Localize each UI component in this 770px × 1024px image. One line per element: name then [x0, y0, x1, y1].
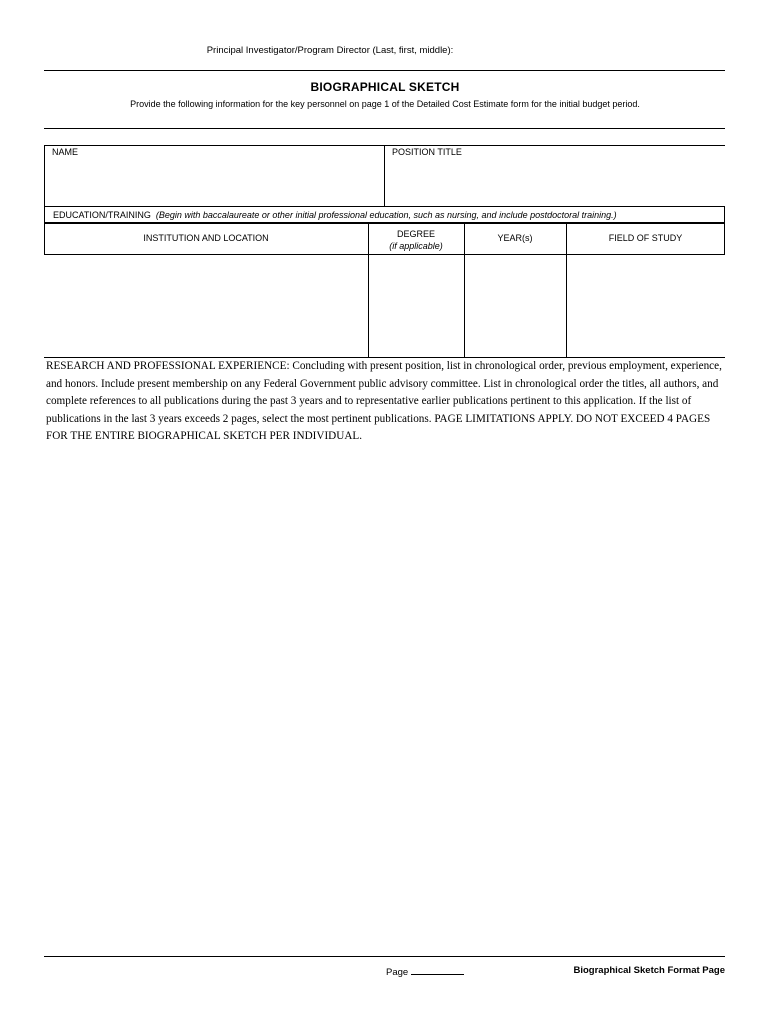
position-title-label: POSITION TITLE [392, 147, 462, 157]
years-entry-area[interactable] [466, 257, 564, 356]
research-experience-entry-area[interactable] [44, 470, 725, 940]
name-field-label: NAME [52, 147, 79, 157]
degree-column-header: DEGREE [396, 229, 435, 239]
field-entry-area[interactable] [568, 257, 723, 356]
degree-column-note: (if applicable) [389, 241, 443, 251]
pi-name-label: Principal Investigator/Program Director (Last, first, middle): [206, 45, 454, 56]
header-divider [44, 70, 725, 71]
name-row-divider [384, 145, 385, 206]
title-divider [44, 128, 725, 129]
education-instruction: (Begin with baccalaureate or other initial professional education, such as nursing, and include postdoctoral training.) [155, 210, 617, 220]
years-column-header: YEAR(s) [497, 233, 533, 243]
field-column-header: FIELD OF STUDY [608, 233, 683, 243]
form-title: BIOGRAPHICAL SKETCH [310, 80, 460, 94]
research-experience-instructions: RESEARCH AND PROFESSIONAL EXPERIENCE: Concluding with present position, list in chronological order, previous employment, experience, and honors. Include present membership on any Federal Government public advisory committee. List in chronological order the titles, all authors, and complete references to all publications during the past 3 years and to representative earlier publications pertinent to this application. If the list of publications in the last 3 years exceeds 2 pages, select the most pertinent publications. PAGE LIMITATIONS APPLY. DO NOT EXCEED 4 PAGES FOR THE ENTIRE BIOGRAPHICAL SKETCH PER INDIVIDUAL. [46, 360, 722, 443]
position-title-field[interactable] [387, 159, 721, 203]
education-label: EDUCATION/TRAINING [53, 210, 151, 220]
education-label-line [53, 210, 617, 220]
page-label: Page [386, 967, 409, 978]
page-number-line [386, 965, 464, 978]
column-divider-2 [464, 223, 465, 358]
column-divider-3 [566, 223, 567, 358]
name-position-row [44, 145, 725, 206]
education-header-bar [44, 206, 725, 223]
name-row-left-border [44, 145, 45, 206]
footer-divider [44, 956, 725, 957]
form-name-footer: Biographical Sketch Format Page [573, 965, 725, 976]
name-field[interactable] [46, 159, 380, 203]
page-number-field[interactable] [411, 965, 464, 975]
form-subtitle: Provide the following information for the key personnel on page 1 of the Detailed Cost Estimate form for the initial budget period. [130, 99, 640, 109]
institution-entry-area[interactable] [46, 257, 366, 356]
institution-column-header: INSTITUTION AND LOCATION [143, 233, 269, 243]
degree-entry-area[interactable] [370, 257, 462, 356]
